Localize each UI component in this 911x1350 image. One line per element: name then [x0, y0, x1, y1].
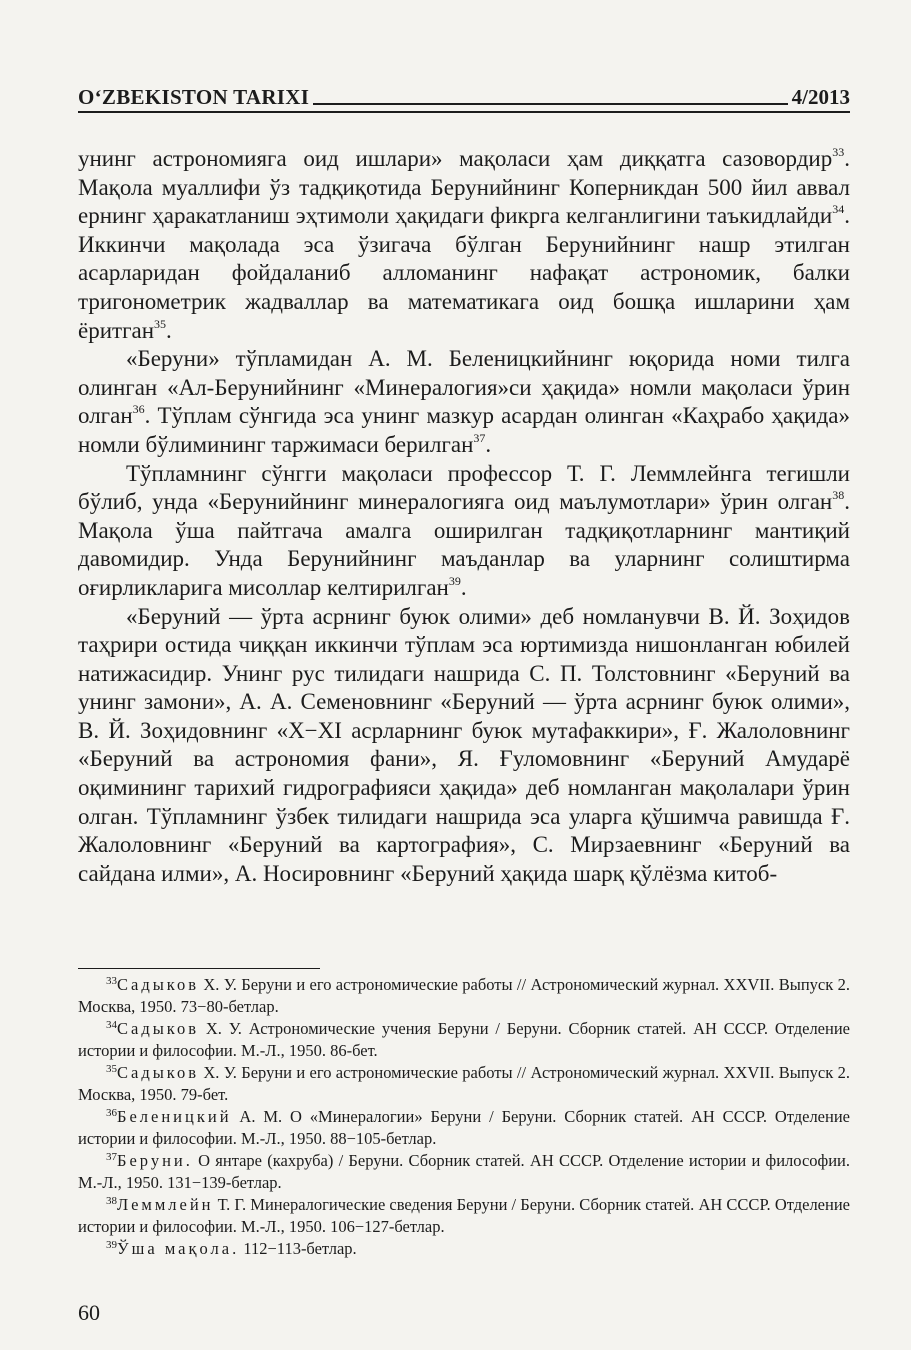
running-header	[78, 80, 850, 110]
paragraph-2: «Беруни» тўпламидан А. М. Беленицкийнинг юқорида номи тилга олинган «Ал-Берунийнинг «Минералогия»си ҳақида» номли мақоласи ўрин олган$^{36}$. Тўплам сўнгида эса унинг мазкур асардан олинган «Каҳрабо ҳақида» номли бўлимининг таржимаси берилган$^{37}$.	[78, 346, 850, 457]
footnote: $^{37}$Беруни. О янтаре (кахруба) / Беруни. Сборник статей. АН СССР. Отделение истории и философии. М.-Л., 1950. 131−139-бетлар.	[78, 1151, 850, 1192]
footnote-author: Леммлейн	[117, 1195, 214, 1214]
footnote: $^{35}$Садыков Х. У. Беруни и его астрономические работы // Астрономический журнал. XXVII. Выпуск 2. Москва, 1950. 79-бет.	[78, 1063, 850, 1104]
footnotes	[78, 974, 850, 1260]
footnote-ref: 33	[832, 145, 845, 159]
footnote: $^{33}$Садыков Х. У. Беруни и его астрономические работы // Астрономический журнал. XXVII. Выпуск 2. Москва, 1950. 73−80-бетлар.	[78, 975, 850, 1016]
paragraph-4: «Беруний — ўрта асрнинг буюк олими» деб номланувчи В. Й. Зоҳидов таҳрири остида чиққан иккинчи тўплам эса юртимизда нишонланган юбилей натижасидир. Унинг рус тилидаги нашрида С. П. Толстовнинг «Беруний ва унинг замони», А. А. Семеновнинг «Беруний — ўрта асрнинг буюк олими», В. Й. Зоҳидовнинг «X−XI асрларнинг буюк мутафаккири», Ғ. Жалоловнинг «Беруний ва астрономия фани», Я. Ғуломовнинг «Беруний Амударё оқимининг тарихий гидрографияси ҳақида» деб номланган мақолалари ўрин олган. Тўпламнинг ўзбек тилидаги нашрида эса уларга қўшимча равишда Ғ. Жалоловнинг «Беруний ва картография», С. Мирзаевнинг «Беруний ва сайдана илми», А. Носировнинг «Беруний ҳақида шарқ қўлёзма китоб-	[78, 603, 850, 886]
header-dash-line	[313, 103, 787, 105]
footnote-ref: 34	[832, 202, 845, 217]
footnote-author: Садыков	[117, 1063, 200, 1082]
footnote-author: Беруни.	[117, 1151, 193, 1170]
footnote-ref: 36	[132, 402, 145, 417]
footnote-ref: 35	[154, 316, 167, 331]
journal-title: O‘ZBEKISTON TARIXI	[78, 85, 310, 109]
paragraph-1: унинг астрономияга оид ишлари» мақоласи ҳам диққатга сазовордир$^{33}$. Мақола муаллифи ўз тадқиқотида Берунийнинг Коперникдан 500 йил аввал ернинг ҳаракатланиш эҳтимоли ҳақидаги фикрга келганлигини таъкидлайди$^{34}$. Иккинчи мақолада эса ўзигача бўлган Берунийнинг нашр этилган асарларидан фойдаланиб алломанинг нафақат астрономик, балки тригонометрик жадваллар ва математикага оид бошқа ишларини ҳам ёритган$^{35}$.	[78, 145, 850, 343]
footnote: $^{39}$Ўша мақола. 112−113-бетлар.	[106, 1239, 357, 1258]
footnote-author: Садыков	[117, 1019, 200, 1038]
page-number: 60	[78, 1300, 100, 1325]
footnote: $^{36}$Беленицкий А. М. О «Минералогии» Беруни / Беруни. Сборник статей. АН СССР. Отделение истории и философии. М.-Л., 1950. 88−105-бетлар.	[78, 1107, 850, 1148]
footnote: $^{34}$Садыков Х. У. Астрономические учения Беруни / Беруни. Сборник статей. АН СССР. Отделение истории и философии. М.-Л., 1950. 86-бет.	[78, 1019, 850, 1060]
footnote-ref: 37	[473, 430, 486, 445]
footnote-separator	[78, 968, 320, 969]
footnote-author: Ўша мақола.	[117, 1239, 240, 1258]
footnote: $^{38}$Леммлейн Т. Г. Минералогические сведения Беруни / Беруни. Сборник статей. АН СССР. Отделение истории и философии. М.-Л., 1950. 106−127-бетлар.	[78, 1195, 850, 1236]
main-text	[78, 145, 850, 888]
issue-number: 4/2013	[791, 85, 850, 109]
footnote-ref: 38	[832, 488, 845, 503]
footnote-author: Садыков	[117, 975, 200, 994]
footnote-ref: 39	[448, 573, 461, 588]
header-rule	[78, 111, 850, 113]
paragraph-3: Тўпламнинг сўнгги мақоласи профессор Т. Г. Леммлейнга тегишли бўлиб, унда «Берунийнинг минералогияга оид маълумотлари» ўрин олган$^{38}$. Мақола ўша пайтгача амалга оширилган тадқиқотларнинг мантиқий давомидир. Унда Берунийнинг маъданлар ва уларнинг солиштирма оғирликларига мисоллар келтирилган$^{39}$.	[78, 460, 850, 600]
footnote-author: Беленицкий	[117, 1107, 232, 1126]
